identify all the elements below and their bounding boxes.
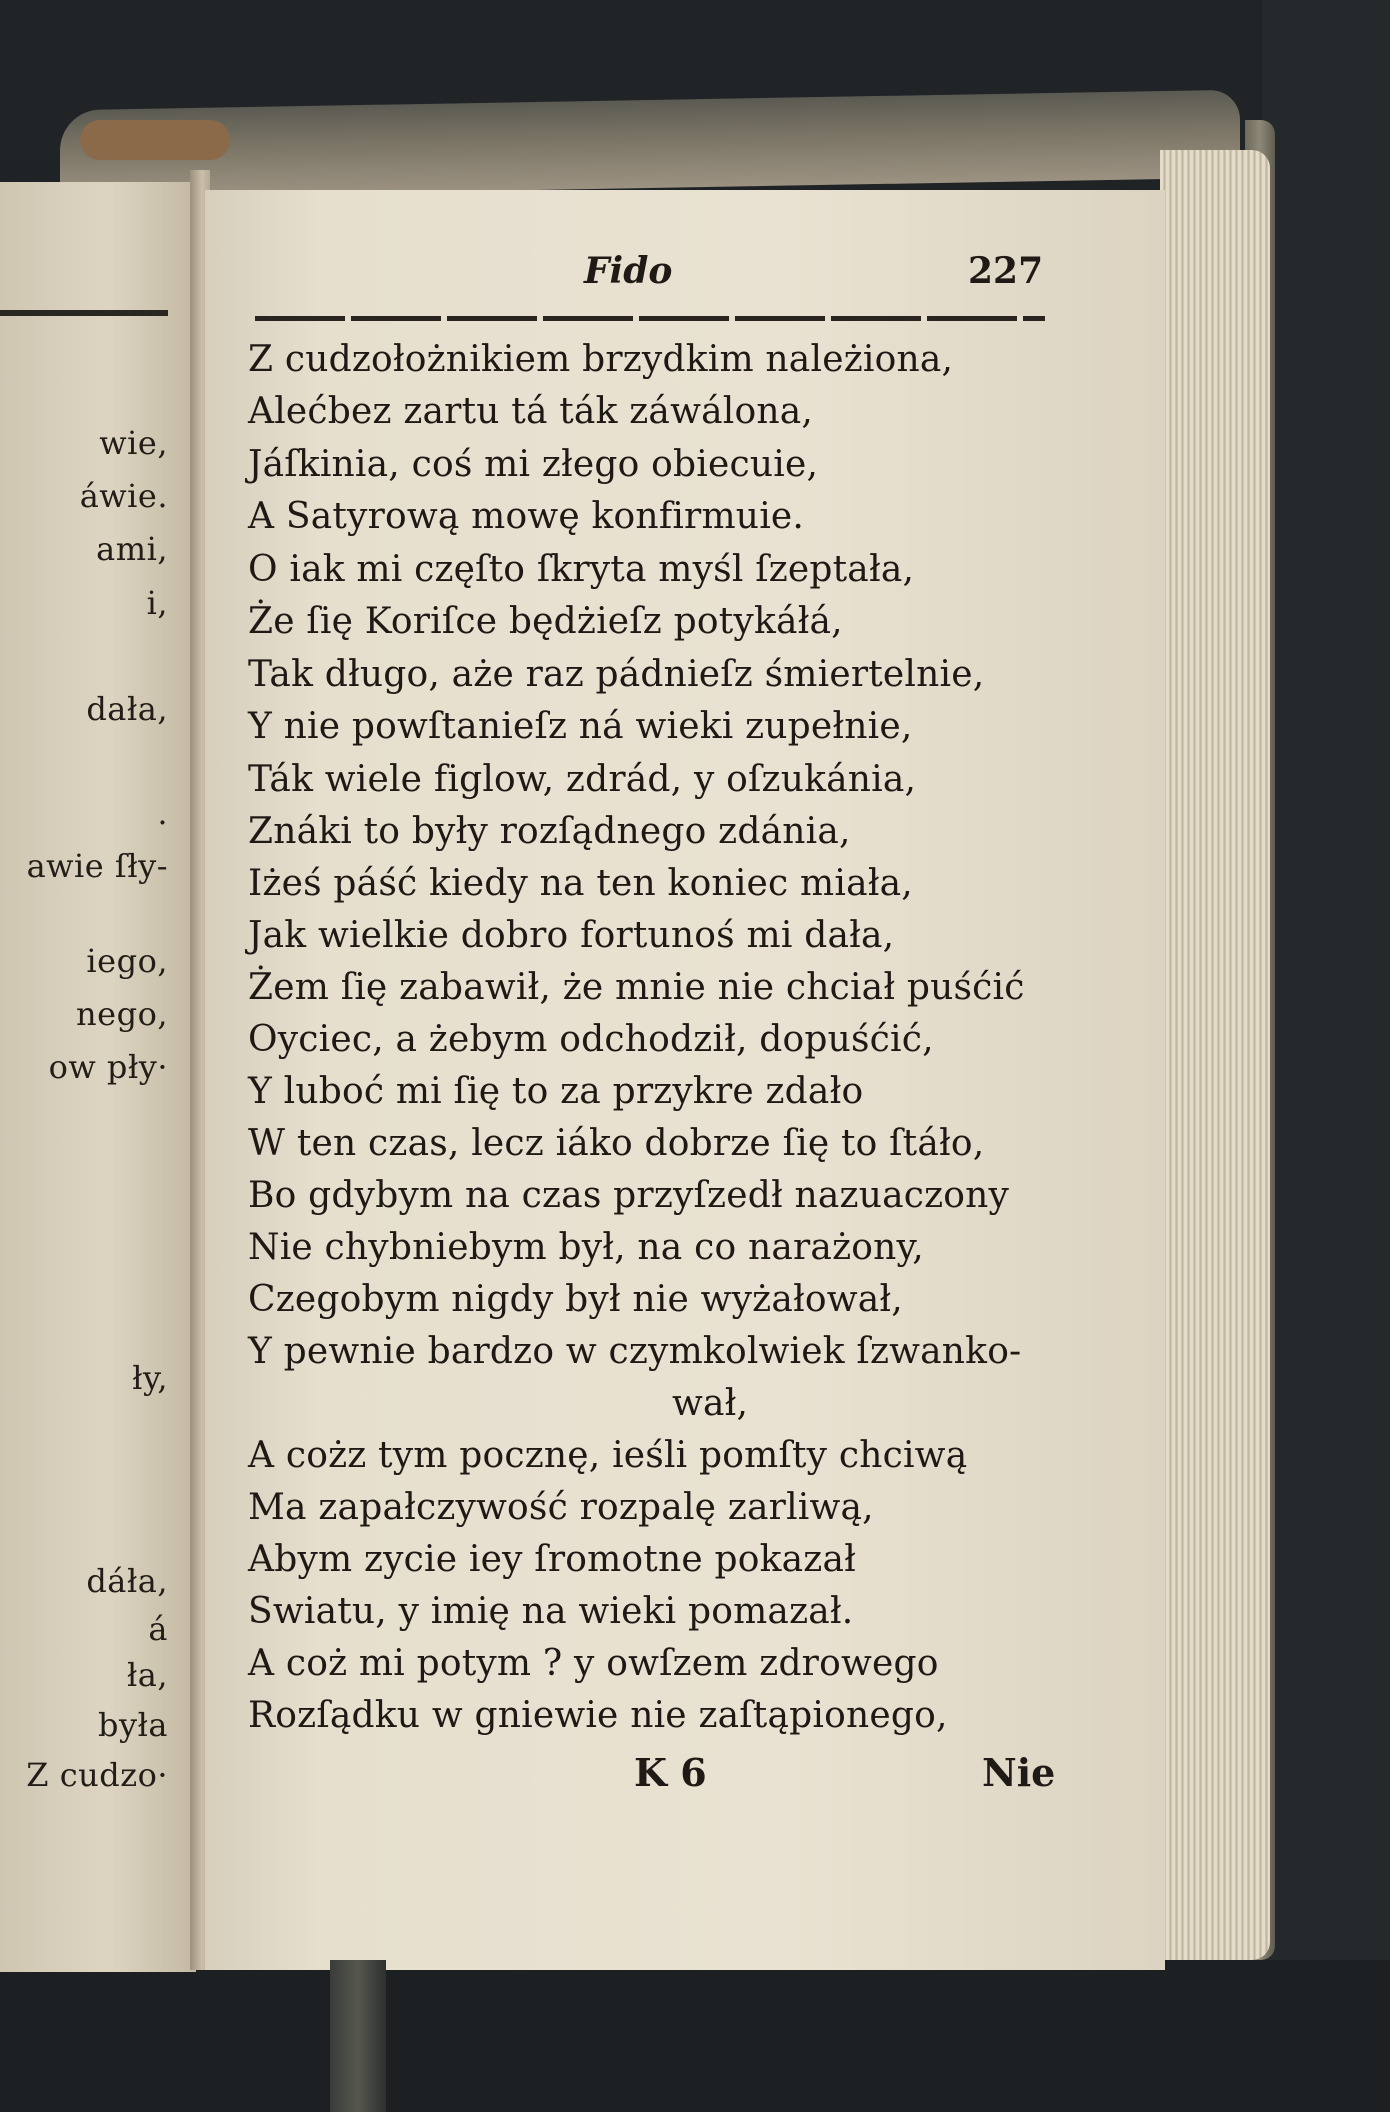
verse-line: A coż mi potym ? y owſzem zdrowego: [248, 1643, 939, 1684]
left-page-line: dáła,: [86, 1562, 168, 1600]
left-page-line: áwie.: [79, 477, 168, 515]
left-page-line: iego,: [86, 942, 168, 980]
verse-line: Swiatu, y imię na wieki pomazał.: [248, 1591, 854, 1632]
left-page-line: ły,: [132, 1359, 168, 1397]
catchword: Nie: [982, 1750, 1056, 1795]
left-page-line: była: [97, 1706, 168, 1744]
verse-line: A Satyrową mowę konfirmuie.: [248, 496, 805, 537]
running-head: Fido: [584, 250, 673, 292]
verse-line: Iżeś páść kiedy na ten koniec miała,: [248, 863, 913, 904]
left-page-line: dała,: [86, 690, 168, 728]
verse-line: wał,: [672, 1383, 749, 1424]
verse-line: Ma zapałczywość rozpalę zarliwą,: [248, 1487, 874, 1528]
left-page-line: á: [148, 1610, 168, 1648]
verse-line: Że ſię Koriſce będżieſz potykáłá,: [248, 601, 843, 642]
verse-line: Bo gdybym na czas przyſzedł nazuaczony: [248, 1175, 1010, 1216]
signature-mark: K 6: [634, 1750, 707, 1795]
left-page-line: nego,: [76, 995, 168, 1033]
page-number: 227: [968, 250, 1044, 292]
left-page-line: wie,: [99, 424, 168, 462]
verse-line: Jak wielkie dobro fortunoś mi dała,: [248, 915, 895, 956]
verse-line: Ták wiele figlow, zdrád, y oſzukánia,: [248, 759, 917, 800]
verse-line: Oyciec, a żebym odchodził, dopuśćić,: [248, 1019, 934, 1060]
verse-line: Y pewnie bardzo w czymkolwiek ſzwanko-: [248, 1331, 1022, 1372]
left-page: [0, 182, 196, 1972]
verse-line: Abym zycie iey ſromotne pokazał: [248, 1539, 857, 1580]
verse-line: Nie chybniebym był, na co narażony,: [248, 1227, 924, 1268]
left-page-line: awie ſły-: [26, 847, 168, 885]
verse-line: O iak mi częſto ſkryta myśl ſzeptała,: [248, 549, 915, 590]
left-page-rule: [0, 310, 168, 316]
verse-line: Y luboć mi ſię to za przykre zdało: [248, 1071, 864, 1112]
left-page-line: ła,: [126, 1656, 168, 1694]
left-page-line: ow pły·: [48, 1048, 168, 1086]
left-page-line: ami,: [96, 530, 168, 568]
verse-line: Znáki to były rozſądnego zdánia,: [248, 811, 851, 852]
verse-line: Tak długo, aże raz pádnieſz śmiertelnie,: [248, 654, 985, 695]
head-rule: [255, 316, 1045, 321]
verse-line: Y nie powſtanieſz ná wieki zupełnie,: [248, 706, 913, 747]
headband: [80, 120, 230, 160]
page-edges: [1160, 150, 1270, 1960]
verse-line: Czegobym nigdy był nie wyżałował,: [248, 1279, 903, 1320]
verse-line: Alećbez zartu tá ták záwálona,: [248, 391, 814, 432]
verse-line: Z cudzołożnikiem brzydkim należiona,: [248, 339, 954, 380]
left-page-line: i,: [146, 584, 168, 622]
left-page-line: .: [157, 794, 168, 832]
verse-line: Jáſkinia, coś mi złego obiecuie,: [248, 444, 819, 485]
background-right: [1262, 0, 1390, 2112]
verse-line: A cożz tym pocznę, ieśli pomſty chciwą: [248, 1435, 968, 1476]
left-page-line: Z cudzo·: [26, 1756, 168, 1794]
verse-line: W ten czas, lecz iáko dobrze ſię to ſtáło,: [248, 1123, 985, 1164]
ribbon-bookmark: [330, 1960, 386, 2112]
verse-line: Żem ſię zabawił, że mnie nie chciał puśćić: [248, 967, 1025, 1008]
background-bottom: [0, 1960, 1390, 2112]
verse-line: Rozſądku w gniewie nie zaſtąpionego,: [248, 1695, 948, 1736]
